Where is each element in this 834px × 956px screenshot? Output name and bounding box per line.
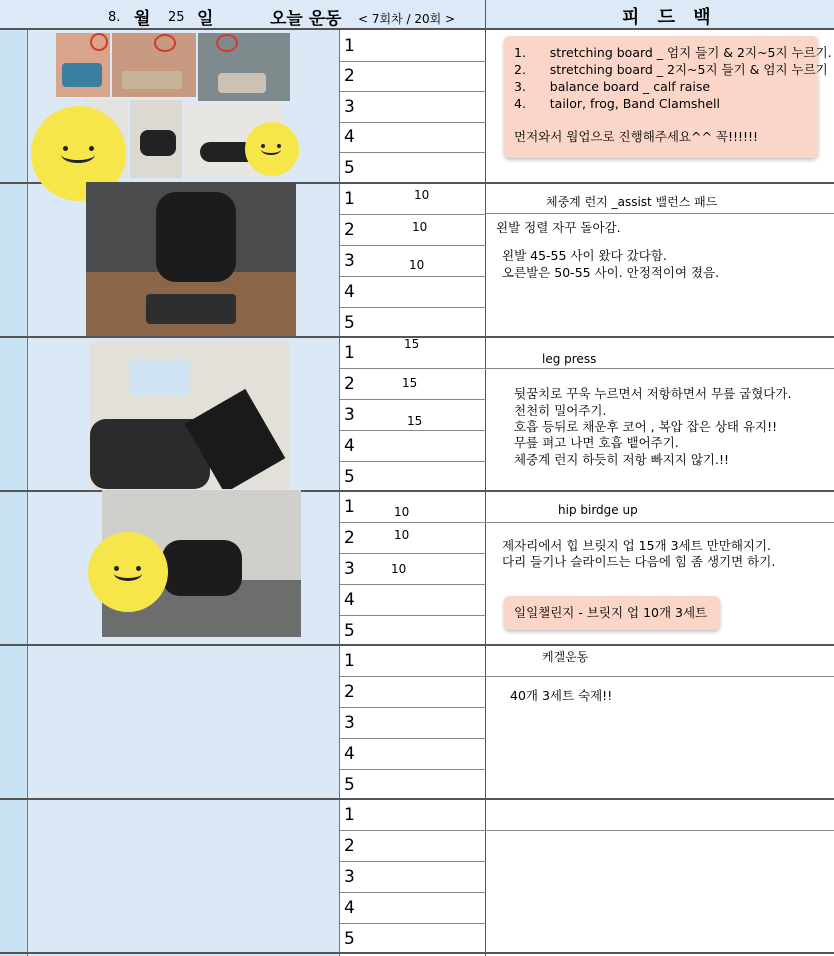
feedback-note: 먼저와서 웜업으로 진행해주세요^^ 꼭!!!!!! (514, 129, 759, 144)
set-number: 3 (344, 867, 355, 887)
feedback-line: 2. stretching board _ 2지~5지 들기 & 엄지 누르기 (514, 62, 828, 77)
feedback-line: 호흡 등뒤로 채운후 코어 , 복압 잡은 상태 유지!! (514, 419, 778, 434)
exercise-photo (90, 341, 290, 489)
exercise-photo (198, 33, 290, 101)
exercise-name: hip birdge up (558, 503, 638, 517)
set-number: 1 (344, 36, 355, 56)
feedback-line: 왼발 정렬 자꾸 돌아감. (496, 220, 621, 235)
feedback-line: 1. stretching board _ 엄지 들기 & 2지~5지 누르기. (514, 45, 832, 60)
feedback-line: 무릎 펴고 나면 호흡 뱉어주기. (514, 435, 679, 450)
block-divider (0, 952, 834, 954)
month-value: 8. (108, 10, 121, 25)
set-number: 3 (344, 559, 355, 579)
day-value: 25 (168, 10, 185, 25)
feedback-line: 왼발 45-55 사이 왔다 갔다함. (502, 248, 667, 263)
face-sticker (245, 122, 299, 176)
header-left (0, 0, 486, 30)
block-divider (0, 798, 834, 800)
set-reps: 10 (391, 562, 407, 576)
page-title: 오늘 운동 (270, 9, 342, 29)
set-number: 3 (344, 97, 355, 117)
set-number: 2 (344, 682, 355, 702)
feedback-line: 3. balance board _ calf raise (514, 79, 711, 94)
feedback-line: 천천히 밀어주기. (514, 403, 607, 418)
set-number: 3 (344, 251, 355, 271)
set-reps: 15 (404, 337, 420, 351)
day-label: 일 (197, 9, 214, 29)
block-divider (0, 644, 834, 646)
set-number: 5 (344, 158, 355, 178)
exercise-photo (112, 33, 196, 97)
challenge-text: 일일챌린지 - 브릿지 업 10개 3세트 (514, 605, 708, 620)
left-strip (0, 30, 28, 956)
exercise-name: leg press (542, 352, 597, 366)
session-counter: < 7회차 / 20회 > (358, 12, 456, 26)
face-sticker (88, 532, 168, 612)
feedback-line: 오른발은 50-55 사이. 안정적이여 졌음. (502, 265, 720, 280)
set-number: 4 (344, 436, 355, 456)
feedback-column (486, 30, 834, 956)
exercise-photo (130, 100, 182, 178)
feedback-line: 뒷꿈치로 꾸욱 누르면서 저항하면서 무릎 굽혔다가. (514, 386, 792, 401)
warmup-note (504, 36, 832, 158)
set-number: 4 (344, 127, 355, 147)
exercise-name: 체중계 런지 _assist 밸런스 패드 (546, 195, 718, 209)
set-number: 3 (344, 405, 355, 425)
set-number: 5 (344, 775, 355, 795)
set-number: 3 (344, 713, 355, 733)
month-label: 월 (134, 9, 151, 29)
set-reps: 10 (394, 528, 410, 542)
feedback-line: 체중계 런지 하듯히 저항 빠지지 않기.!! (514, 452, 729, 467)
set-reps: 15 (407, 414, 423, 428)
set-number: 1 (344, 189, 355, 209)
feedback-line: 제자리에서 힙 브릿지 업 15개 3세트 만만해지기. (502, 538, 772, 553)
feedback-line: 40개 3세트 숙제!! (510, 688, 613, 703)
set-number: 2 (344, 836, 355, 856)
feedback-line: 다리 들기나 슬라이드는 다음에 힘 좀 생기면 하기. (502, 554, 776, 569)
set-reps: 10 (412, 220, 428, 234)
set-number: 1 (344, 651, 355, 671)
set-reps: 15 (402, 376, 418, 390)
set-reps: 10 (394, 505, 410, 519)
set-number: 5 (344, 467, 355, 487)
set-number: 2 (344, 220, 355, 240)
set-number: 1 (344, 805, 355, 825)
set-number: 1 (344, 497, 355, 517)
header-right (486, 0, 834, 30)
set-number: 5 (344, 313, 355, 333)
exercise-photo (86, 182, 296, 336)
sets-column (340, 30, 486, 956)
set-reps: 10 (409, 258, 425, 272)
feedback-line: 4. tailor, frog, Band Clamshell (514, 96, 720, 111)
set-number: 4 (344, 282, 355, 302)
exercise-photo (56, 33, 110, 97)
set-number: 2 (344, 66, 355, 86)
set-number: 1 (344, 343, 355, 363)
exercise-name: 케겔운동 (542, 650, 589, 664)
set-number: 2 (344, 374, 355, 394)
set-number: 4 (344, 590, 355, 610)
set-number: 5 (344, 929, 355, 949)
set-number: 4 (344, 898, 355, 918)
set-reps: 10 (414, 188, 430, 202)
set-number: 4 (344, 744, 355, 764)
challenge-note (504, 596, 720, 630)
set-number: 5 (344, 621, 355, 641)
feedback-title: 피 드 백 (622, 7, 717, 28)
set-number: 2 (344, 528, 355, 548)
